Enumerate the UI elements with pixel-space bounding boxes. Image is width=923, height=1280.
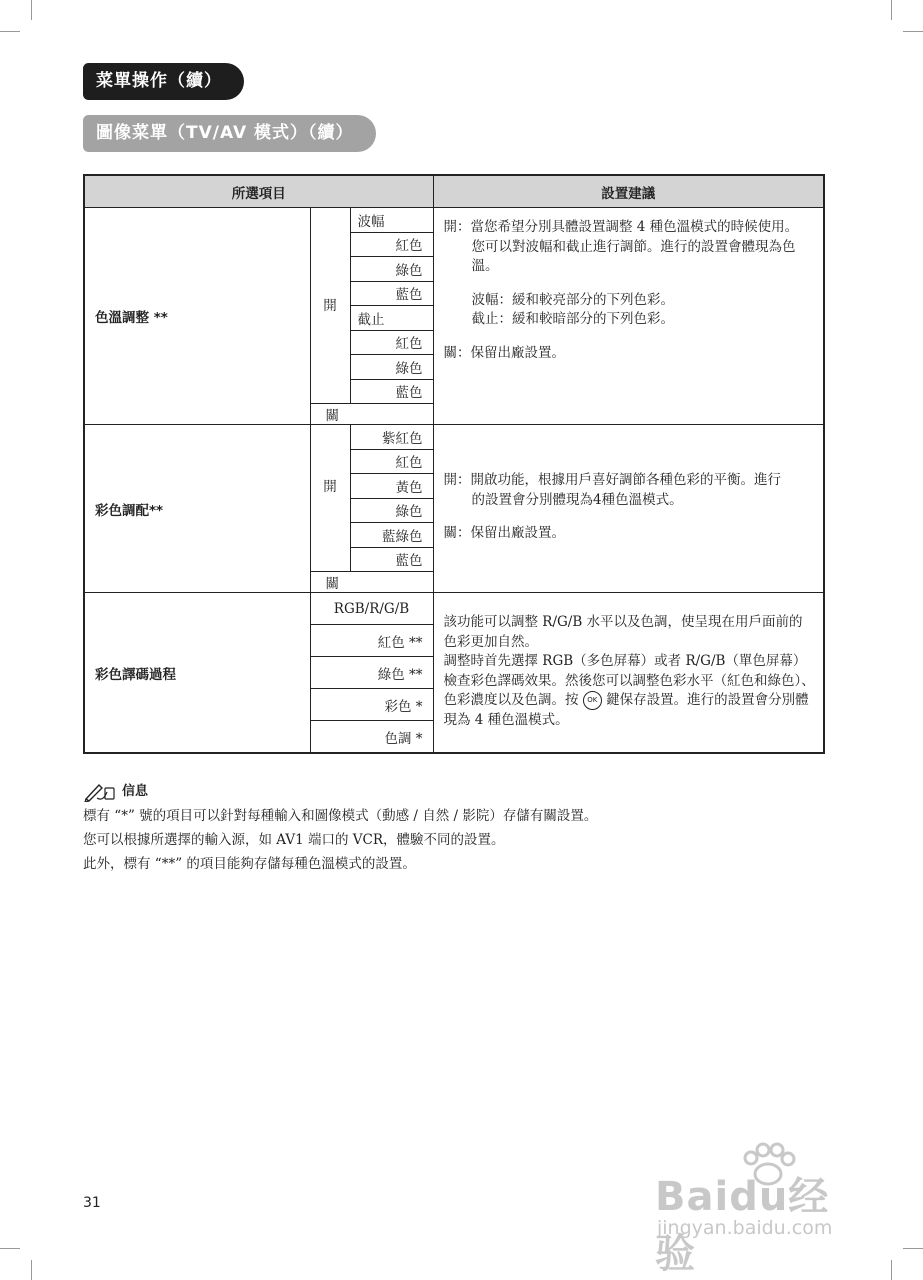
table-row	[84, 593, 824, 625]
header-setting: 設置建議	[433, 175, 824, 208]
section-title: 菜單操作（續）	[83, 63, 244, 100]
ok-icon: OK	[583, 691, 602, 710]
crop-mark	[891, 0, 892, 20]
info-line: 標有 “*” 號的項目可以針對每種輸入和圖像模式（動感 / 自然 / 影院）存儲有關設置。	[83, 808, 598, 824]
sub-option: 彩色 *	[310, 689, 433, 721]
desc-text: 關：保留出廠設置。	[443, 525, 565, 542]
desc-text	[444, 652, 816, 730]
table-row	[84, 208, 824, 233]
sub-option: 紅色	[350, 449, 433, 474]
info-line: 您可以根據所選擇的輸入源，如 AV1 端口的 VCR，體驗不同的設置。	[83, 832, 505, 848]
sub-option: RGB/R/G/B	[310, 593, 433, 625]
watermark-url: jingyan.baidu.com	[657, 1217, 833, 1239]
sub-option: 藍色	[350, 379, 433, 404]
table-row	[84, 425, 824, 450]
desc-text: 鍵保存設置。進行的設置會分別體現為 4 種色溫模式。	[443, 692, 809, 728]
sub-option: 紫紅色	[350, 425, 433, 450]
off-label: 關	[310, 572, 433, 593]
sub-option: 截止	[350, 306, 433, 331]
desc-text: 開：當您希望分別具體設置調整 4 種色溫模式的時候使用。	[443, 219, 799, 235]
off-label: 關	[310, 404, 433, 425]
crop-mark	[0, 31, 20, 32]
pencil-note-icon	[83, 782, 119, 802]
sub-option: 藍色	[350, 281, 433, 306]
desc-color-decoding	[433, 593, 824, 754]
crop-mark	[0, 1248, 20, 1249]
desc-text: 您可以對波幅和截止進行調節。進行的設置會體現為色溫。	[471, 238, 796, 275]
sub-option: 藍色	[350, 547, 433, 572]
item-color-balance: 彩色調配**	[84, 425, 310, 593]
info-heading	[83, 780, 597, 804]
desc-color-temp	[433, 208, 824, 425]
on-label: 開	[310, 208, 350, 404]
crop-mark	[891, 1260, 892, 1280]
desc-color-balance	[433, 425, 824, 593]
sub-option: 黃色	[350, 474, 433, 499]
sub-option: 色調 *	[310, 721, 433, 754]
sub-option: 紅色	[350, 232, 433, 257]
sub-option: 紅色	[350, 330, 433, 355]
sub-option: 綠色	[350, 355, 433, 380]
desc-text: 該功能可以調整 R/G/B 水平以及色調，使呈現在用戶面前的色彩更加自然。	[443, 614, 803, 650]
header-item: 所選項目	[84, 175, 433, 208]
sub-option: 藍綠色	[350, 523, 433, 548]
desc-text: 的設置會分別體現為4種色溫模式。	[471, 491, 683, 508]
info-title: 信息	[122, 784, 149, 799]
table-header-row	[84, 175, 824, 208]
crop-mark	[903, 1248, 923, 1249]
item-color-decoding: 彩色譯碼過程	[84, 593, 310, 754]
sub-option: 紅色 **	[310, 625, 433, 657]
crop-mark	[31, 1260, 32, 1280]
desc-text: 波幅：緩和較亮部分的下列色彩。	[471, 291, 674, 308]
desc-text: 截止：緩和較暗部分的下列色彩。	[471, 311, 674, 328]
on-label: 開	[310, 425, 350, 572]
crop-mark	[31, 0, 32, 20]
desc-text: 關：保留出廠設置。	[443, 344, 565, 361]
desc-text: 開：開啟功能，根據用戶喜好調節各種色彩的平衡。進行	[443, 472, 781, 488]
subsection-title: 圖像菜單（TV/AV 模式）（續）	[83, 115, 376, 152]
info-line: 此外，標有 “**” 的項目能夠存儲每種色溫模式的設置。	[83, 856, 416, 872]
sub-option: 綠色 **	[310, 657, 433, 689]
sub-option: 綠色	[350, 257, 433, 282]
info-section	[83, 780, 597, 876]
item-color-temp: 色溫調整 **	[84, 208, 310, 425]
watermark-logo: Baidu经验	[655, 1174, 830, 1277]
watermark	[655, 1150, 865, 1277]
sub-option: 波幅	[350, 208, 433, 233]
desc-text: 調整時首先選擇 RGB（多色屏幕）或者 R/G/B（單色屏幕）檢查彩色譯碼效果。然後您可以調整色彩水平（紅色和綠色）、色彩濃度以及色調。按	[443, 653, 815, 709]
settings-table	[83, 174, 825, 754]
crop-mark	[903, 31, 923, 32]
page-number: 31	[83, 1195, 101, 1211]
sub-option: 綠色	[350, 498, 433, 523]
